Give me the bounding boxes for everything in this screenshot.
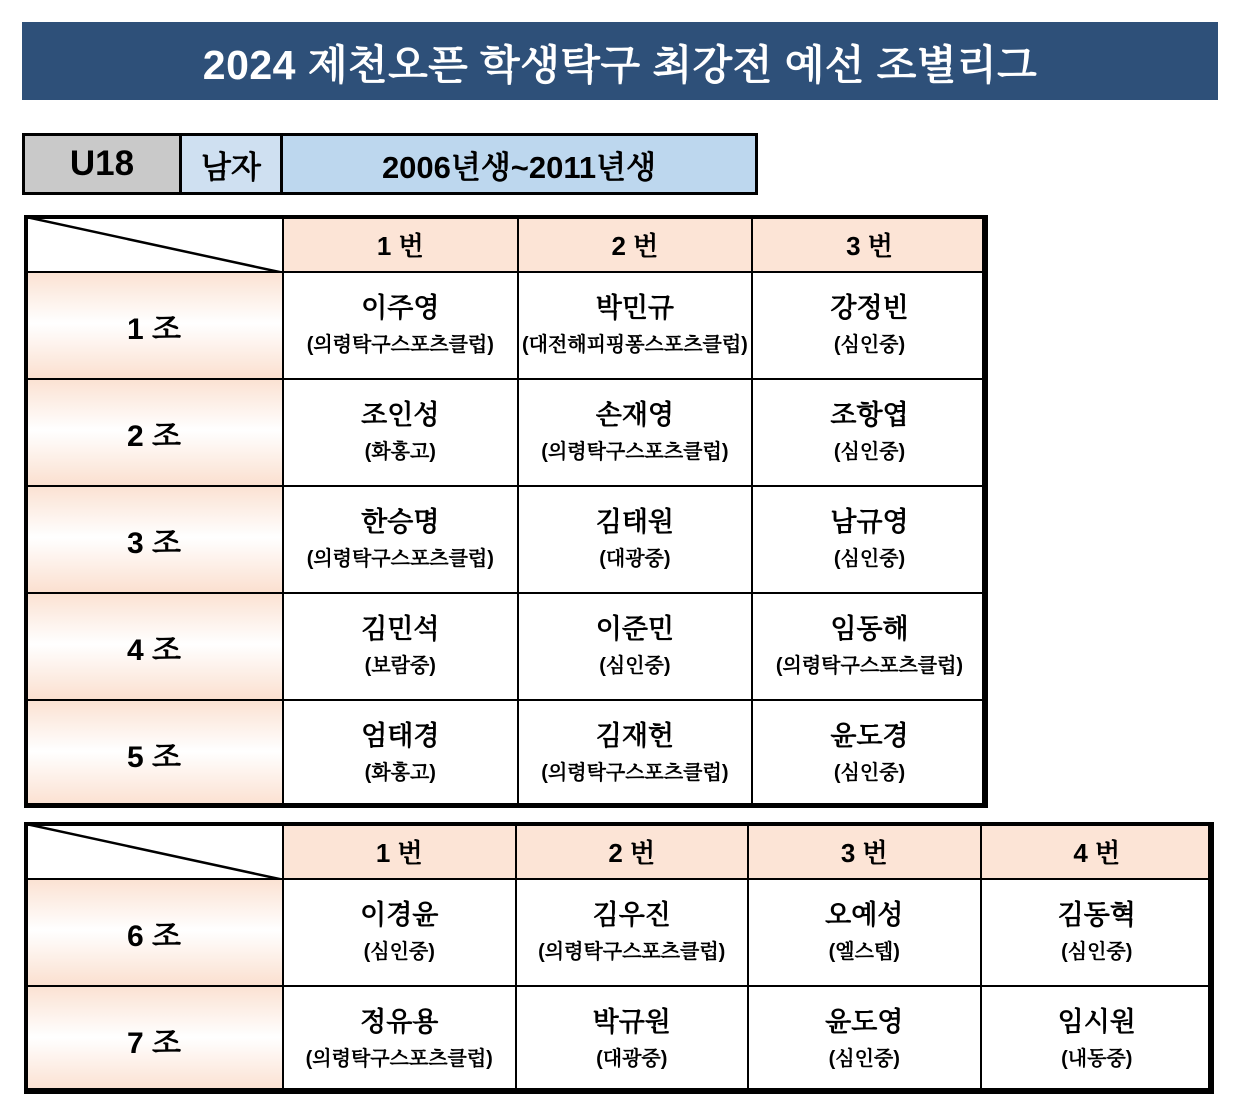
player-cell <box>283 700 518 807</box>
player-cell <box>283 879 516 986</box>
player-name: 엄태경 <box>361 721 440 752</box>
corner-diagonal-cell <box>25 823 283 879</box>
player-cell <box>283 593 518 700</box>
table-row <box>25 879 1213 986</box>
player-club: (의령탁구스포츠클럽) <box>306 333 494 356</box>
group-label: 7 조 <box>25 986 283 1093</box>
column-header: 1 번 <box>283 823 516 879</box>
player-club: (의령탁구스포츠클럽) <box>305 1047 493 1070</box>
player-cell <box>752 272 987 379</box>
column-header: 2 번 <box>518 216 753 272</box>
player-club: (보람중) <box>364 654 436 677</box>
player-cell <box>981 879 1214 986</box>
player-name: 조항엽 <box>830 400 909 431</box>
player-cell <box>752 486 987 593</box>
player-cell <box>283 986 516 1093</box>
table-row <box>25 486 987 593</box>
player-club: (심인중) <box>833 761 906 784</box>
player-cell <box>748 986 981 1093</box>
column-header: 1 번 <box>283 216 518 272</box>
player-club: (의령탁구스포츠클럽) <box>541 440 729 463</box>
player-club: (화홍고) <box>364 440 436 463</box>
player-club: (심인중) <box>833 440 906 463</box>
player-name: 윤도영 <box>825 1007 904 1038</box>
player-name: 박규원 <box>592 1007 671 1038</box>
player-club: (의령탁구스포츠클럽) <box>306 547 494 570</box>
player-name: 임시원 <box>1057 1007 1136 1038</box>
table-row <box>25 593 987 700</box>
player-cell <box>518 272 753 379</box>
player-club: (심인중) <box>363 940 435 963</box>
player-club: (의령탁구스포츠클럽) <box>541 761 729 784</box>
player-name: 윤도경 <box>830 721 909 752</box>
table-header-row <box>25 823 1213 879</box>
player-club: (심인중) <box>833 547 906 570</box>
player-cell <box>283 272 518 379</box>
column-header: 2 번 <box>516 823 749 879</box>
player-club: (엘스텝) <box>828 940 900 963</box>
player-name: 오예성 <box>825 900 904 931</box>
player-cell <box>283 379 518 486</box>
player-cell <box>518 593 753 700</box>
player-cell <box>981 986 1214 1093</box>
diagonal-line-icon <box>26 217 282 273</box>
table-row <box>25 272 987 379</box>
table-header-row <box>25 216 987 272</box>
column-header: 3 번 <box>752 216 987 272</box>
page-title: 2024 제천오픈 학생탁구 최강전 예선 조별리그 <box>202 41 1038 88</box>
player-club: (의령탁구스포츠클럽) <box>538 940 726 963</box>
group-label: 6 조 <box>25 879 283 986</box>
player-club: (화홍고) <box>364 761 436 784</box>
player-club: (대광중) <box>599 547 671 570</box>
player-cell <box>518 486 753 593</box>
corner-diagonal-cell <box>25 216 283 272</box>
player-name: 남규영 <box>830 507 909 538</box>
player-name: 김태원 <box>595 507 675 538</box>
player-cell <box>516 986 749 1093</box>
player-name: 정유용 <box>360 1007 439 1038</box>
player-club: (심인중) <box>828 1047 900 1070</box>
player-name: 이준민 <box>595 614 675 645</box>
birth-years-label: 2006년생~2011년생 <box>280 133 758 195</box>
page-title-banner <box>22 22 1218 100</box>
group-label: 4 조 <box>25 593 283 700</box>
column-header: 4 번 <box>981 823 1214 879</box>
group-label: 2 조 <box>25 379 283 486</box>
player-club: (심인중) <box>599 654 671 677</box>
player-name: 이주영 <box>361 293 440 324</box>
player-name: 이경윤 <box>360 900 439 931</box>
player-club: (의령탁구스포츠클럽) <box>775 654 964 677</box>
player-cell <box>752 700 987 807</box>
player-name: 강정빈 <box>830 293 909 324</box>
player-club: (심인중) <box>833 333 906 356</box>
player-cell <box>748 879 981 986</box>
player-name: 김민석 <box>361 614 440 645</box>
player-cell <box>752 379 987 486</box>
player-name: 박민규 <box>595 293 675 324</box>
player-name: 임동해 <box>830 614 909 645</box>
player-cell <box>518 379 753 486</box>
player-name: 조인성 <box>361 400 440 431</box>
player-club: (심인중) <box>1061 940 1133 963</box>
player-cell <box>518 700 753 807</box>
table-row <box>25 700 987 807</box>
player-cell <box>752 593 987 700</box>
gender-label: 남자 <box>179 133 283 195</box>
diagonal-line-icon <box>26 824 282 880</box>
group-table-2 <box>24 822 1214 1094</box>
category-bar <box>22 133 758 195</box>
age-group-label: U18 <box>22 133 182 195</box>
player-cell <box>283 486 518 593</box>
player-name: 손재영 <box>595 400 675 431</box>
player-name: 김우진 <box>592 900 671 931</box>
player-name: 한승명 <box>361 507 440 538</box>
player-club: (대전해피핑퐁스포츠클럽) <box>521 333 748 356</box>
player-name: 김재헌 <box>595 721 675 752</box>
player-name: 김동혁 <box>1057 900 1136 931</box>
group-label: 5 조 <box>25 700 283 807</box>
column-header: 3 번 <box>748 823 981 879</box>
player-club: (내동중) <box>1061 1047 1133 1070</box>
player-cell <box>516 879 749 986</box>
group-label: 1 조 <box>25 272 283 379</box>
group-table-1 <box>24 215 988 808</box>
table-row <box>25 379 987 486</box>
player-club: (대광중) <box>596 1047 668 1070</box>
table-row <box>25 986 1213 1093</box>
group-label: 3 조 <box>25 486 283 593</box>
